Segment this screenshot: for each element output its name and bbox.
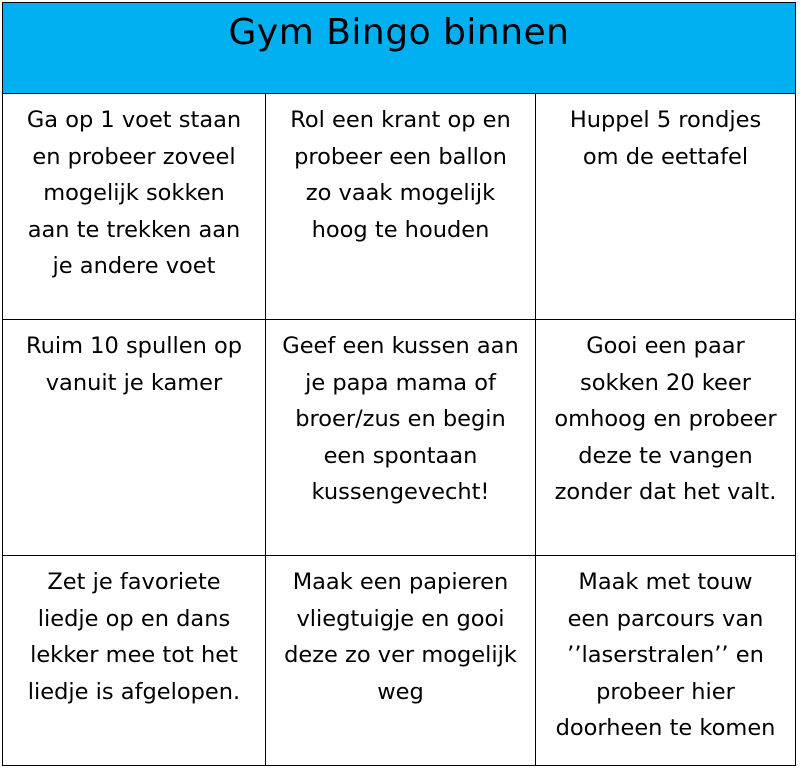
bingo-cell-7: Zet je favoriete liedje op en dans lekker mee tot het liedje is afgelopen. [3,556,266,765]
bingo-cell-9: Maak met touw een parcours van ’’laserstralen’’ en probeer hier doorheen te komen [555,569,776,741]
bingo-card [2,2,796,766]
bingo-cell-3: Huppel 5 rondjes om de eettafel [536,94,795,320]
bingo-cell-4: Ruim 10 spullen op vanuit je kamer [3,320,266,556]
bingo-cell-2: Rol een krant op en probeer een ballon zo vaak mogelijk hoog te houden [266,94,536,320]
bingo-cell-5: Geef een kussen aan je papa mama of broer/zus en begin een spontaan kussengevecht! [266,320,536,556]
bingo-cell-8: Maak een papieren vliegtuigje en gooi deze zo ver mogelijk weg [266,556,536,765]
page-title: Gym Bingo binnen [228,12,570,53]
title-bar [3,3,795,94]
bingo-cell-6: Gooi een paar sokken 20 keer omhoog en probeer deze te vangen zonder dat het valt. [536,320,795,556]
bingo-cell-1: Ga op 1 voet staan en probeer zoveel mogelijk sokken aan te trekken aan je andere voet [3,94,266,320]
